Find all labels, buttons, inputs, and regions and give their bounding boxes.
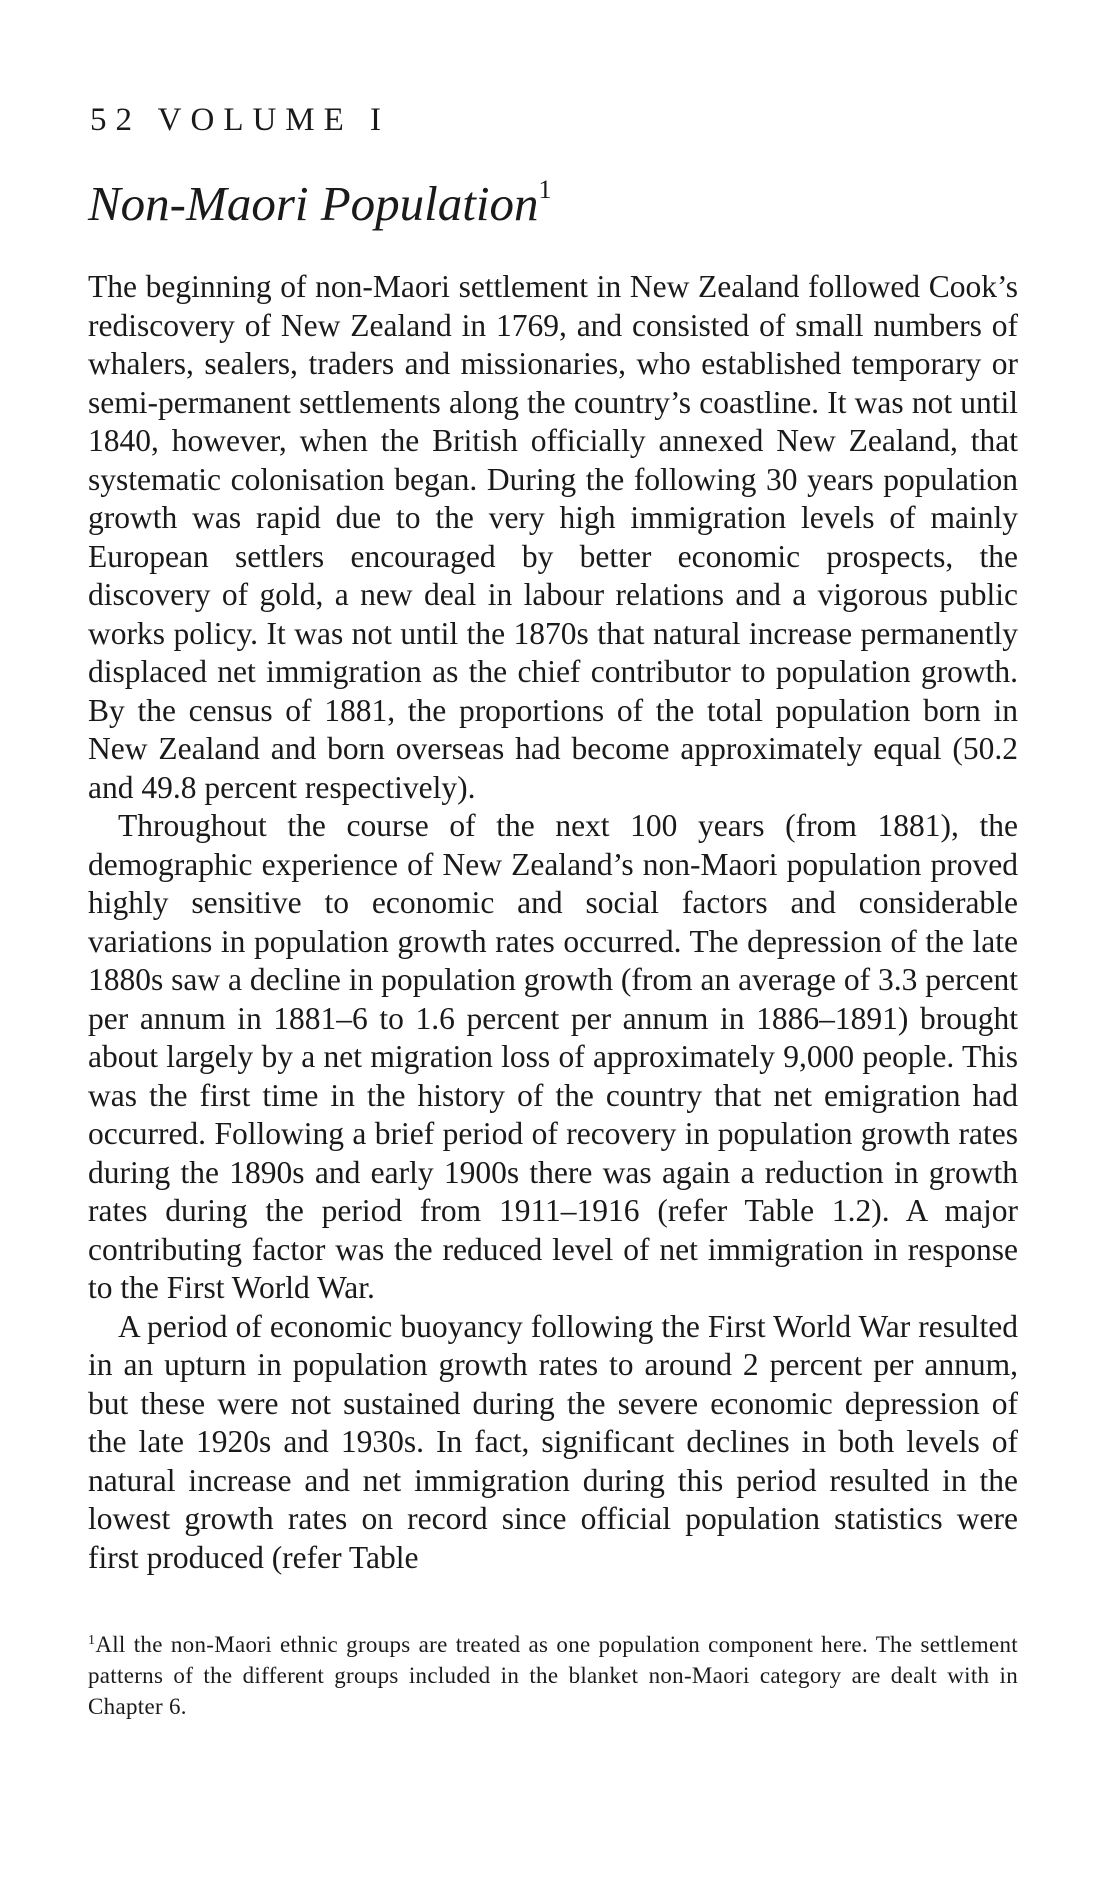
paragraph-1: The beginning of non-Maori settlement in New Zealand followed Cook’s rediscovery of New Zealand in 1769, and consisted of small numbers of whalers, sealers, traders and missionaries, who established temporary or semi-permanent settlements along the country’s coastline. It was not until 1840, however, when the British officially annexed New Zealand, that systematic colonisation began. During the following 30 years population growth was rapid due to the very high immigration levels of mainly European settlers encouraged by better economic prospects, the discovery of gold, a new deal in labour relations and a vigorous public works policy. It was not until the 1870s that natural increase permanently displaced net immigration as the chief contributor to population growth. By the census of 1881, the proportions of the total population born in New Zealand and born overseas had become approximately equal (50.2 and 49.8 percent respectively). <box>88 269 1018 805</box>
section-title-text: Non-Maori Population <box>88 176 539 231</box>
document-page <box>88 100 1018 1722</box>
section-title <box>88 176 1018 232</box>
paragraph-2: Throughout the course of the next 100 years (from 1881), the demographic experience of New Zealand’s non-Maori population proved highly sensitive to economic and social factors and considerable variations in population growth rates occurred. The depression of the late 1880s saw a decline in population growth (from an average of 3.3 percent per annum in 1881–6 to 1.6 percent per annum in 1886–1891) brought about largely by a net migration loss of approximately 9,000 people. This was the first time in the history of the country that net emigration had occurred. Following a brief period of recovery in population growth rates during the 1890s and early 1900s there was again a reduction in growth rates during the period from 1911–1916 (refer Table 1.2). A major contributing factor was the reduced level of net immigration in response to the First World War. <box>88 808 1018 1305</box>
page-number: 52 <box>90 102 141 138</box>
running-head <box>88 100 1018 140</box>
footnote <box>88 1629 1018 1722</box>
body-text <box>88 268 1018 1577</box>
footnote-text: All the non-Maori ethnic groups are treated as one population component here. The settlement patterns of the different groups included in the blanket non-Maori category are dealt with in Chapter 6. <box>88 1632 1018 1719</box>
paragraph-3: A period of economic buoyancy following the First World War resulted in an upturn in population growth rates to around 2 percent per annum, but these were not sustained during the severe economic depression of the late 1920s and 1930s. In fact, significant declines in both levels of natural increase and net immigration during this period resulted in the lowest growth rates on record since official population statistics were first produced (refer Table <box>88 1308 1018 1575</box>
footnote-reference: 1 <box>538 175 552 204</box>
volume-label: VOLUME I <box>157 102 391 138</box>
footnote-marker: 1 <box>88 1633 96 1648</box>
